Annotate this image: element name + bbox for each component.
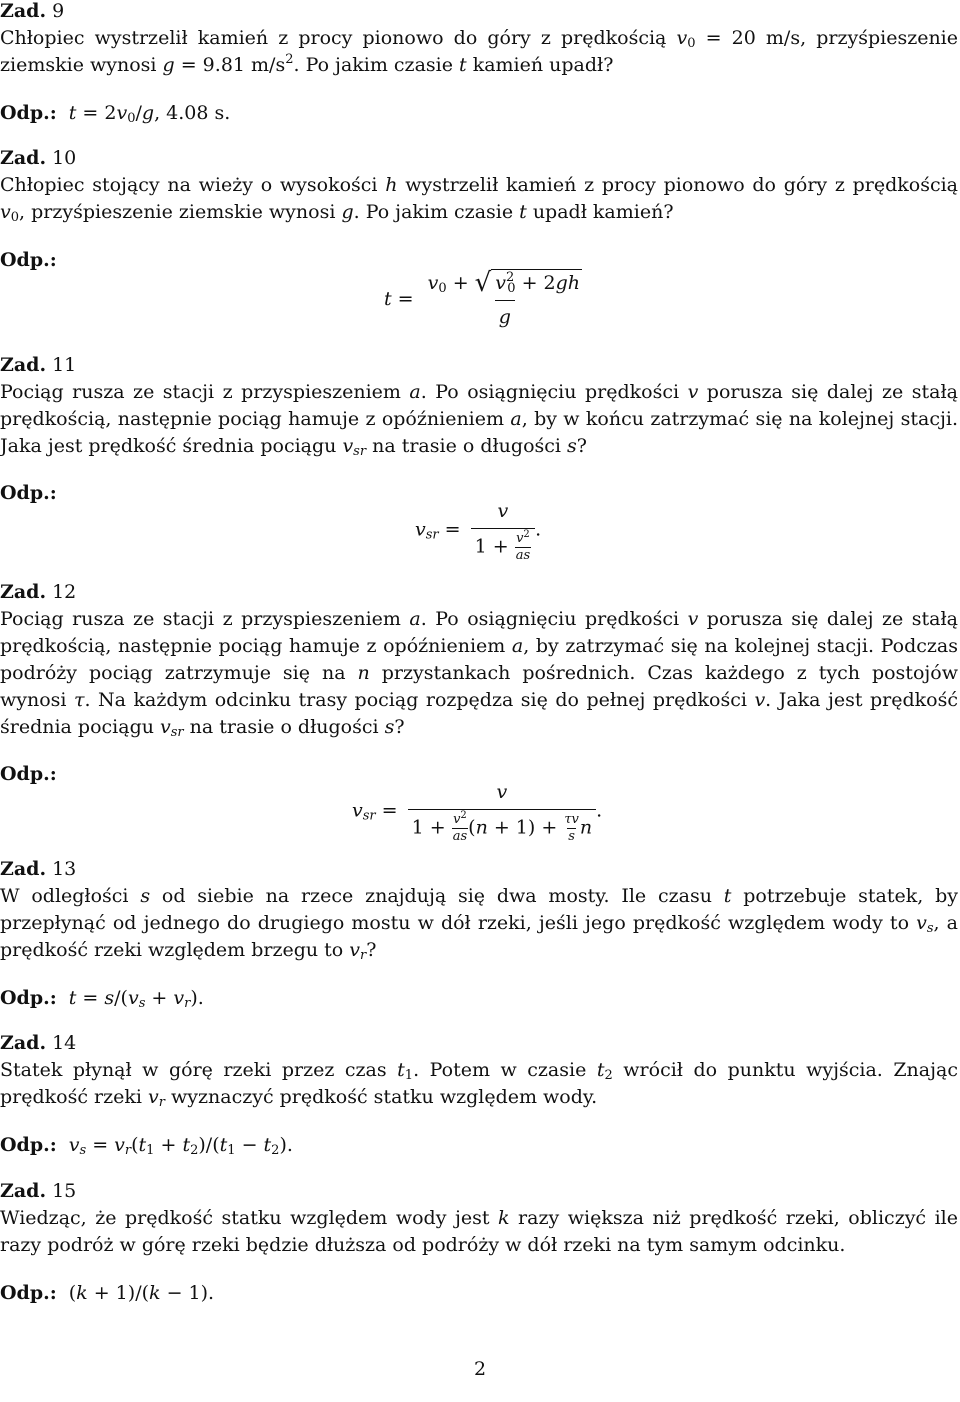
answer-formula: $v_{sr}$ = v 1 + $\frac{v^2}{as}$ . [415,500,542,563]
problem-heading: Zad. 9 [0,0,65,22]
answer: Odp.: $t = 2v_0/g$, 4.08 s. [0,102,231,126]
answer: Odp.: $v_s = v_r(t_1 + t_2)/(t_1 - t_2)$. [0,1134,293,1158]
problem-heading: Zad. 13 [0,858,77,880]
answer: Odp.: $t = s/(v_s + v_r)$. [0,987,204,1011]
problem-text: W odległości s od siebie na rzece znajdują się dwa mosty. Ile czasu t potrzebuje statek, by przepłynąć od jednego do drugiego mostu w dół rzeki, jeśli jego prędkość względem wody to $v_s$, a prędkość rzeki względem brzegu to $v_r$? [0,885,958,963]
problem-10 [0,145,959,328]
answer-label: Odp.: [0,249,57,271]
problem-heading: Zad. 10 [0,147,77,169]
problem-text: Chłopiec stojący na wieży o wysokości h wystrzelił kamień z procy pionowo do góry z prędkością $v_0$, przyśpieszenie ziemskie wynosi g. Po jakim czasie t upadł kamień? [0,174,959,225]
problem-9 [0,0,958,127]
problem-text: Wiedząc, że prędkość statku względem wody jest k razy większa niż prędkość rzeki, obliczyć ile razy podróż w górę rzeki będzie dłuższa od podróży w dół rzeki na tym samym odcinku. [0,1207,958,1256]
answer-formula: (k + 1)/(k − 1). [68,1282,215,1304]
problem-heading: Zad. 14 [0,1032,77,1054]
answer-formula: t = $\frac{v_0 + √ v^2_0 + 2gh}{g}$ [384,269,586,331]
problem-heading: Zad. 12 [0,581,77,603]
answer-formula: $t = s/(v_s + v_r)$. [68,987,204,1011]
answer: Odp.: (k + 1)/(k − 1). [0,1282,215,1304]
problem-text: Pociąg rusza ze stacji z przyspieszeniem a. Po osiągnięciu prędkości v porusza się dalej ze stałą prędkością, następnie pociąg hamuje z opóźnieniem a, by w końcu zatrzymać się na kolejnej stacji. Jaka jest prędkość średnia pociągu $v_{sr}$ na trasie o długości s? [0,381,958,459]
answer-formula: $v_s = v_r(t_1 + t_2)/(t_1 - t_2)$. [68,1134,293,1158]
answer-formula: $v_{sr}$ = v 1 + $\frac{v^2}{as}$ (n + 1) + $\frac{\tau v}{s}$ n . [352,781,603,844]
problem-text: Statek płynął w górę rzeki przez czas $t_1$. Potem w czasie $t_2$ wrócił do punktu wyjścia. Znając prędkość rzeki $v_r$ wyznaczyć prędkość statku względem wody. [0,1059,958,1110]
problem-11 [0,352,958,563]
answer-label: Odp.: [0,763,57,785]
page-number: 2 [473,1358,487,1380]
problem-12 [0,579,958,844]
problem-13 [0,856,958,1012]
answer-formula: $t = 2v_0/g$, 4.08 s. [68,102,231,126]
problem-14 [0,1030,958,1159]
problem-15 [0,1178,958,1307]
answer-label: Odp.: [0,482,57,504]
problem-text: Chłopiec wystrzelił kamień z procy pionowo do góry z prędkością $v_0 = 20$ m/s, przyśpieszenie ziemskie wynosi g = 9.81 $m/s^2$. Po jakim czasie t kamień upadł? [0,27,959,76]
problem-text: Pociąg rusza ze stacji z przyspieszeniem a. Po osiągnięciu prędkości v porusza się dalej ze stałą prędkością, następnie pociąg hamuje z opóźnieniem a, by zatrzymać się na kolejnej stacji. Podczas podróży pociąg zatrzymuje się na n przystankach pośrednich. Czas każdego z tych postojów wynosi τ. Na każdym odcinku trasy pociąg rozpędza się do pełnej prędkości v. Jaka jest prędkość średnia pociągu $v_{sr}$ na trasie o długości s? [0,608,958,740]
problem-heading: Zad. 15 [0,1180,77,1202]
problem-heading: Zad. 11 [0,354,77,376]
